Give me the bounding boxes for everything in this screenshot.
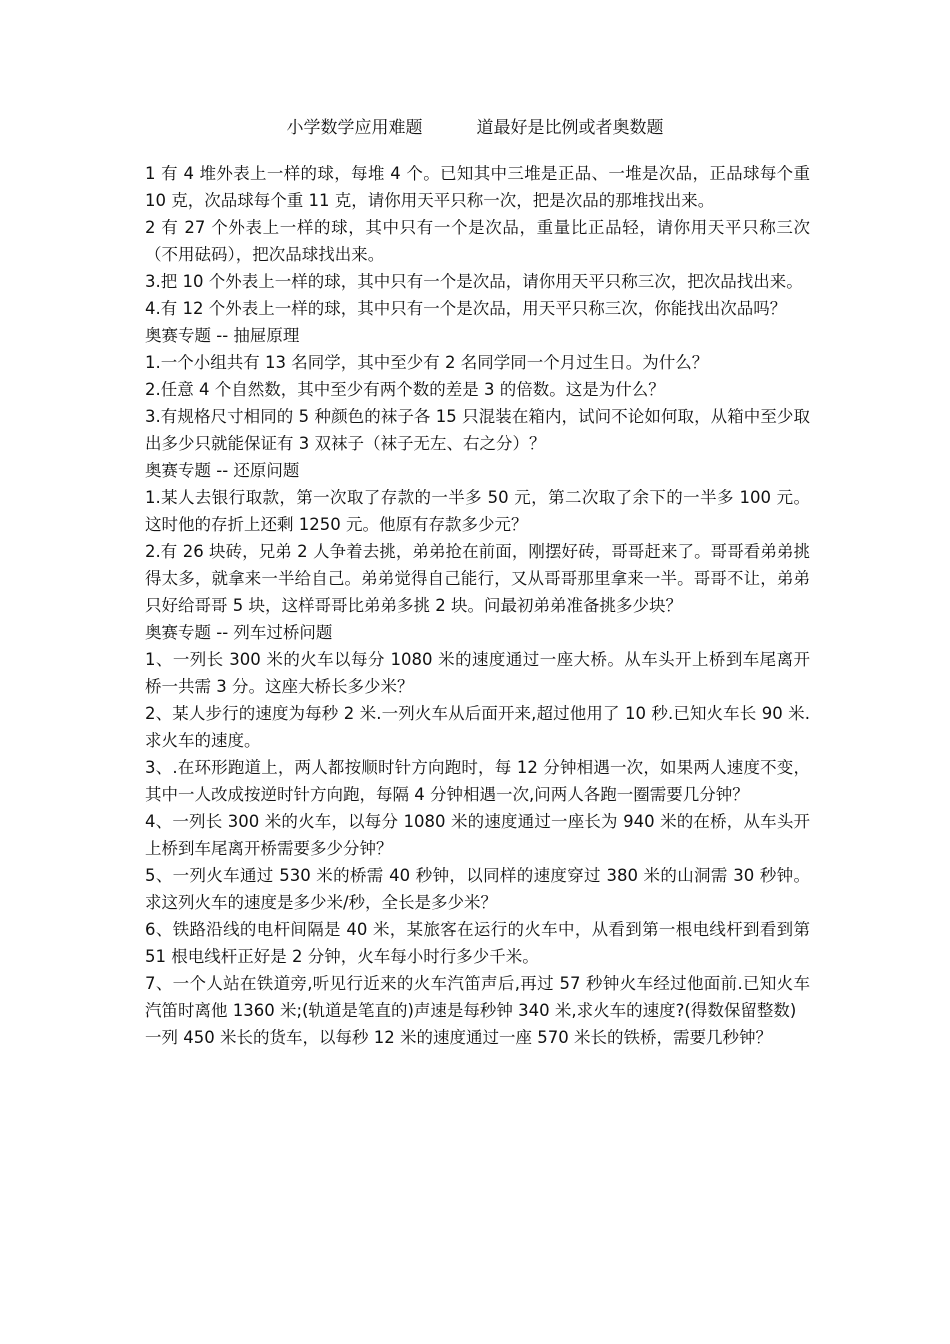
paragraph-pigeonhole-2: 2.任意 4 个自然数，其中至少有两个数的差是 3 的倍数。这是为什么？ — [145, 380, 665, 399]
section-heading-restore: 奥赛专题 -- 还原问题 — [145, 461, 300, 480]
section-heading-pigeonhole: 奥赛专题 -- 抽屉原理 — [145, 326, 300, 345]
paragraph-q3-ball-weighing: 3.把 10 个外表上一样的球，其中只有一个是次品，请你用天平只称三次，把次品找出来。 — [145, 272, 803, 291]
paragraph-restore-2: 2.有 26 块砖，兄弟 2 人争着去挑，弟弟抢在前面，刚摆好砖，哥哥赶来了。哥哥看弟弟挑得太多，就拿来一半给自己。弟弟觉得自己能行，又从哥哥那里拿来一半。哥哥不让，弟弟只好给哥哥 5 块，这样哥哥比弟弟多挑 2 块。问最初弟弟准备挑多少块？ — [145, 542, 810, 615]
paragraph-train-2: 2、某人步行的速度为每秒 2 米.一列火车从后面开来,超过他用了 10 秒.已知火车长 90 米.求火车的速度。 — [145, 704, 810, 750]
paragraph-q4-ball-weighing: 4.有 12 个外表上一样的球，其中只有一个是次品，用天平只称三次，你能找出次品吗？ — [145, 299, 787, 318]
document-body — [145, 160, 810, 1051]
paragraph-train-6: 6、铁路沿线的电杆间隔是 40 米，某旅客在运行的火车中，从看到第一根电线杆到看到第 51 根电线杆正好是 2 分钟，火车每小时行多少千米。 — [145, 920, 810, 966]
paragraph-train-4: 4、一列长 300 米的火车，以每分 1080 米的速度通过一座长为 940 米的在桥，从车头开上桥到车尾离开桥需要多少分钟？ — [145, 812, 810, 858]
document-title: 小学数学应用难题 道最好是比例或者奥数题 — [286, 118, 664, 138]
paragraph-pigeonhole-3: 3.有规格尺寸相同的 5 种颜色的袜子各 15 只混装在箱内，试问不论如何取，从箱中至少取出多少只就能保证有 3 双袜子（袜子无左、右之分）？ — [145, 407, 810, 453]
paragraph-restore-1: 1.某人去银行取款，第一次取了存款的一半多 50 元，第二次取了余下的一半多 100 元。这时他的存折上还剩 1250 元。他原有存款多少元？ — [145, 488, 810, 534]
paragraph-train-1: 1、一列长 300 米的火车以每分 1080 米的速度通过一座大桥。从车头开上桥到车尾离开桥一共需 3 分。这座大桥长多少米？ — [145, 650, 810, 696]
paragraph-q2-ball-weighing: 2 有 27 个外表上一样的球，其中只有一个是次品，重量比正品轻，请你用天平只称三次（不用砝码），把次品球找出来。 — [145, 218, 810, 264]
paragraph-pigeonhole-1: 1.一个小组共有 13 名同学，其中至少有 2 名同学同一个月过生日。为什么？ — [145, 353, 709, 372]
paragraph-train-7: 7、一个人站在铁道旁,听见行近来的火车汽笛声后,再过 57 秒钟火车经过他面前.已知火车汽笛时离他 1360 米;(轨道是笔直的)声速是每秒钟 340 米,求火车的速度?(得数保留整数) — [145, 974, 810, 1020]
paragraph-q1-ball-weighing: 1 有 4 堆外表上一样的球，每堆 4 个。已知其中三堆是正品、一堆是次品，正品球每个重 10 克，次品球每个重 11 克，请你用天平只称一次，把是次品的那堆找出来。 — [145, 164, 810, 210]
section-heading-train-bridge: 奥赛专题 -- 列车过桥问题 — [145, 623, 333, 642]
paragraph-train-3: 3、.在环形跑道上，两人都按顺时针方向跑时，每 12 分钟相遇一次，如果两人速度不变，其中一人改成按逆时针方向跑，每隔 4 分钟相遇一次,问两人各跑一圈需要几分钟？ — [145, 758, 810, 804]
paragraph-train-5: 5、一列火车通过 530 米的桥需 40 秒钟，以同样的速度穿过 380 米的山洞需 30 秒钟。求这列火车的速度是多少米/秒，全长是多少米？ — [145, 866, 810, 912]
paragraph-train-8: 一列 450 米长的货车，以每秒 12 米的速度通过一座 570 米长的铁桥，需要几秒钟？ — [145, 1028, 772, 1047]
